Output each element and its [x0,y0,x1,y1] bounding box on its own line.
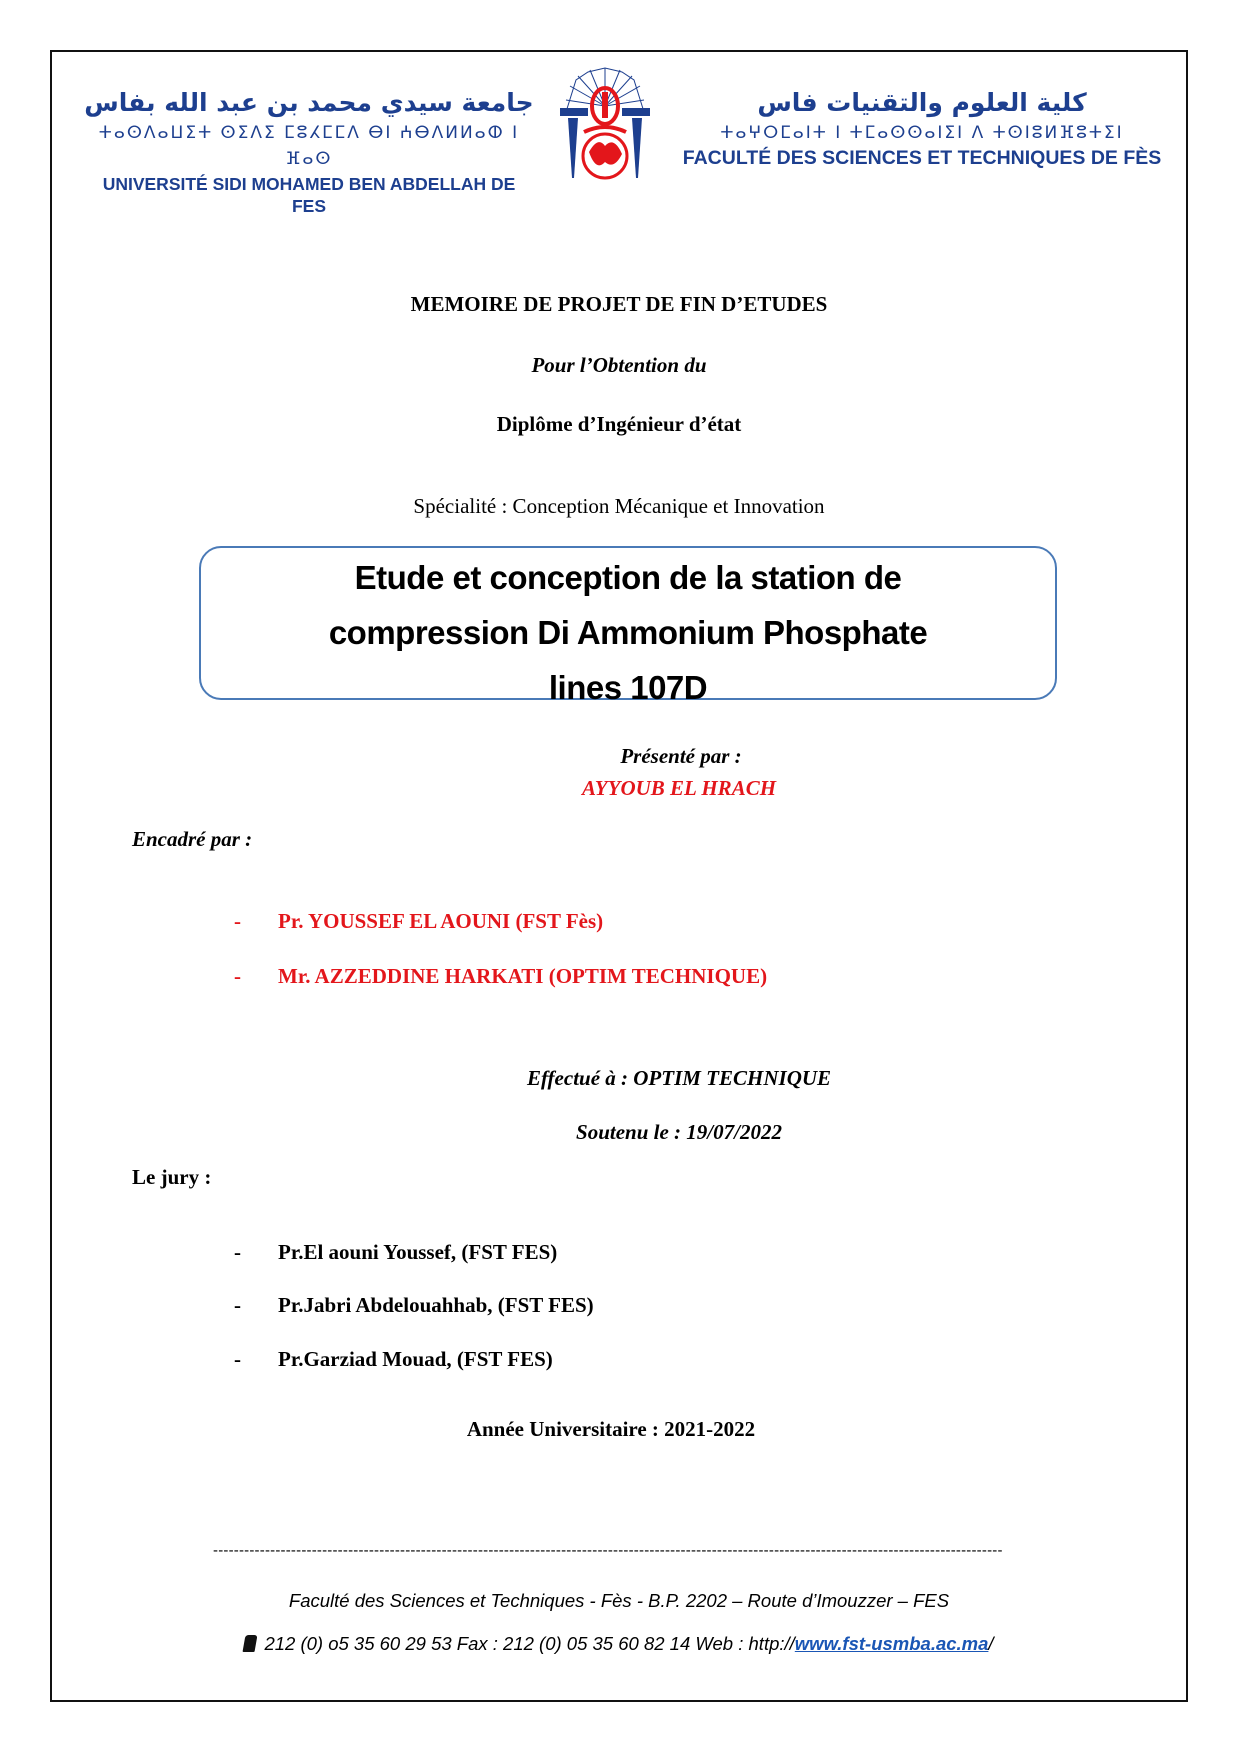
jury-member-name: Pr.Garziad Mouad, (FST FES) [278,1347,553,1371]
internship-company: Effectué à : OPTIM TECHNIQUE [526,1066,832,1090]
contact-suffix: / [988,1633,994,1654]
jury-member [234,1347,553,1372]
faculty-header [672,88,1172,170]
student-name: AYYOUB EL HRACH [581,776,777,800]
university-name-french: UNIVERSITÉ SIDI MOHAMED BEN ABDELLAH DE FES [102,174,516,216]
jury-label: Le jury : [132,1165,212,1189]
faculty-name-french: FACULTÉ DES SCIENCES ET TECHNIQUES DE FÈS [682,147,1162,169]
bullet-dash: - [234,964,241,988]
thesis-title-line: compression Di Ammonium Phosphate [328,614,928,651]
footer-address: Faculté des Sciences et Techniques - Fès - B.P. 2202 – Route d’Imouzzer – FES [288,1590,950,1611]
university-crest-icon [556,66,654,186]
supervisor-item [234,964,767,989]
supervisor-item [234,909,603,934]
supervisor-name: Pr. YOUSSEF EL AOUNI (FST Fès) [278,909,604,933]
supervised-by-label: Encadré par : [132,827,253,851]
phone-icon [243,1635,258,1652]
bullet-dash: - [234,1293,241,1317]
jury-member-name: Pr.Jabri Abdelouahhab, (FST FES) [278,1293,594,1317]
specialty: Spécialité : Conception Mécanique et Innovation [413,494,825,518]
footer-contact [50,1633,1188,1655]
document-type: MEMOIRE DE PROJET DE FIN D’ETUDES [410,292,828,316]
defense-date: Soutenu le : 19/07/2022 [576,1120,782,1144]
faculty-name-arabic: كلية العلوم والتقنيات فاس [757,88,1087,117]
academic-year: Année Universitaire : 2021-2022 [466,1417,756,1441]
bullet-dash: - [234,1240,241,1264]
jury-member-name: Pr.El aouni Youssef, (FST FES) [278,1240,558,1264]
website-link[interactable]: www.fst-usmba.ac.ma [794,1633,989,1654]
supervisor-name: Mr. AZZEDDINE HARKATI (OPTIM TECHNIQUE) [278,964,768,988]
university-name-tifinagh: ⵜⴰⵙⴷⴰⵡⵉⵜ ⵙⵉⴷⵉ ⵎⵓⵃⵎⵎⴷ ⴱⵏ ⵄⴱⴷⵍⵍⴰⵀ ⵏ ⴼⴰⵙ [98,123,520,169]
thesis-title-line: Etude et conception de la station de [354,559,902,596]
university-header [84,88,534,217]
thesis-title-line: lines 107D [548,669,708,706]
thesis-title-box [199,546,1057,706]
bullet-dash: - [234,1347,241,1371]
contact-numbers: 212 (0) o5 35 60 29 53 Fax : 212 (0) 05 35 60 82 14 Web : http:// [264,1633,795,1654]
faculty-name-tifinagh: ⵜⴰⵖⵔⵎⴰⵏⵜ ⵏ ⵜⵎⴰⵙⵙⴰⵏⵉⵏ ⴷ ⵜⵙⵏⵓⵍⴼⵓⵜⵉⵏ [720,123,1124,143]
presented-by-label: Présenté par : [620,744,742,768]
university-name-arabic: جامعة سيدي محمد بن عبد الله بفاس [84,88,534,117]
obtention-line: Pour l’Obtention du [531,353,707,377]
jury-member [234,1293,594,1318]
jury-member [234,1240,557,1265]
diploma-name: Diplôme d’Ingénieur d’état [496,412,742,436]
bullet-dash: - [234,909,241,933]
footer-separator: -------------------------------------------------------------------------------------------------------------------------------------------------------- [213,1542,1003,1559]
